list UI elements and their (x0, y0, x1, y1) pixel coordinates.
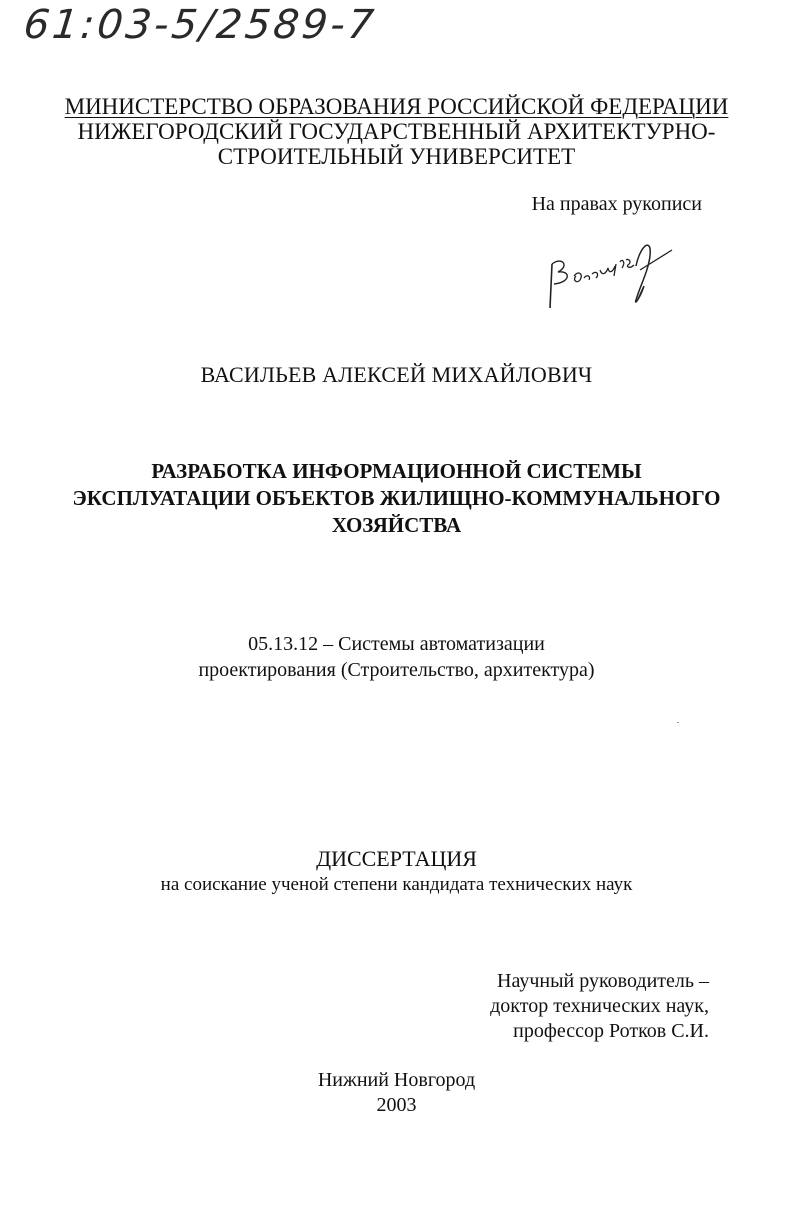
archive-stamp-number: 61:03-5/2589-7 (21, 2, 379, 48)
dissertation-label-block (0, 846, 793, 898)
specialty-line2: проектирования (Строительство, архитектура) (198, 659, 595, 681)
dissertation-title (0, 458, 793, 539)
city: Нижний Новгород (317, 1069, 476, 1091)
manuscript-rights-note: На правах рукописи (531, 193, 702, 215)
title-line2: ЭКСПЛУАТАЦИИ ОБЪЕКТОВ ЖИЛИЩНО-КОММУНАЛЬНОГО (72, 486, 721, 510)
degree-subtitle: на соискание ученой степени кандидата технических наук (160, 874, 633, 895)
supervisor-role: Научный руководитель – (497, 970, 709, 992)
institution-header (0, 94, 793, 169)
scan-speck (677, 722, 679, 723)
supervisor-block (490, 969, 709, 1044)
specialty-line1: 05.13.12 – Системы автоматизации (248, 633, 545, 655)
author-signature (540, 226, 680, 316)
author-name: ВАСИЛЬЕВ АЛЕКСЕЙ МИХАЙЛОВИЧ (200, 362, 593, 387)
dissertation-label: ДИССЕРТАЦИЯ (316, 846, 477, 871)
title-line1: РАЗРАБОТКА ИНФОРМАЦИОННОЙ СИСТЕМЫ (151, 459, 642, 483)
year: 2003 (376, 1094, 417, 1116)
supervisor-name: профессор Ротков С.И. (513, 1020, 709, 1042)
specialty (0, 631, 793, 683)
supervisor-degree: доктор технических наук, (490, 995, 709, 1017)
ministry-name: МИНИСТЕРСТВО ОБРАЗОВАНИЯ РОССИЙСКОЙ ФЕДЕРАЦИИ (64, 94, 729, 119)
university-name-line2: СТРОИТЕЛЬНЫЙ УНИВЕРСИТЕТ (217, 144, 576, 169)
university-name-line1: НИЖЕГОРОДСКИЙ ГОСУДАРСТВЕННЫЙ АРХИТЕКТУРНО- (77, 119, 716, 144)
place-and-year (0, 1068, 793, 1118)
title-line3: ХОЗЯЙСТВА (331, 513, 462, 537)
